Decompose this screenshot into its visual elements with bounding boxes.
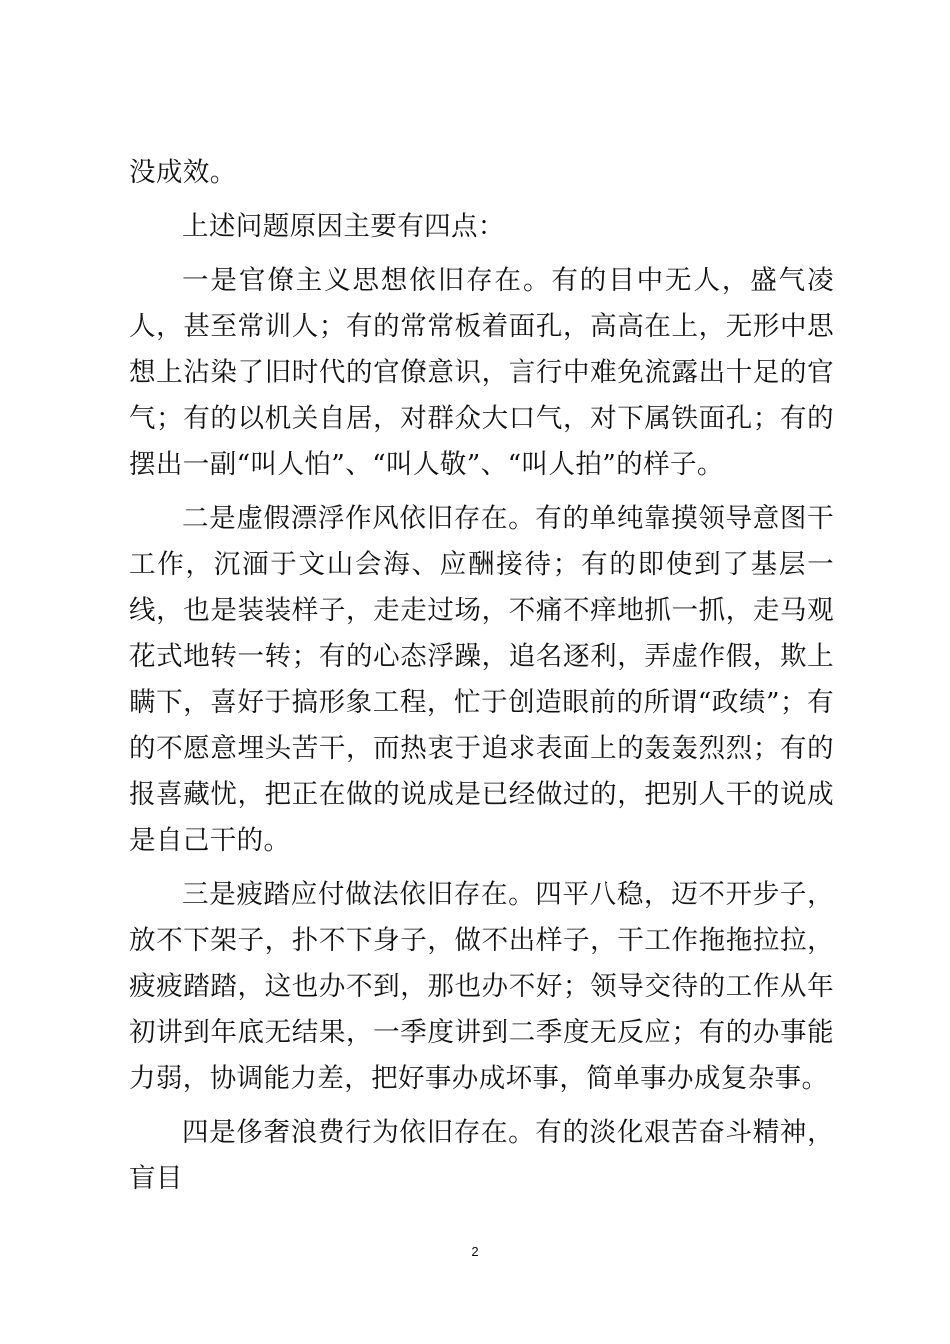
paragraph-false-style: 二是虚假漂浮作风依旧存在。有的单纯靠摸领导意图干工作，沉湎于文山会海、应酬接待；有的即使到了基层一线，也是装装样子，走走过场，不痛不痒地抓一抓，走马观花式地转一转；有的心态浮躁，追名逐利，弄虚作假，欺上瞒下，喜好于搞形象工程，忙于创造眼前的所谓“政绩”；有的不愿意埋头苦干，而热衷于追求表面上的轰轰烈烈；有的报喜藏忧，把正在做的说成是已经做过的，把别人干的说成是自己干的。 [129, 503, 834, 856]
paragraph-continuation: 没成效。 [129, 157, 237, 188]
paragraph-bureaucratism: 一是官僚主义思想依旧存在。有的目中无人，盛气凌人，甚至常训人；有的常常板着面孔，高高在上，无形中思想上沾染了旧时代的官僚意识，言行中难免流露出十足的官气；有的以机关自居，对群众大口气，对下属铁面孔；有的摆出一副“叫人怕”、“叫人敬”、“叫人拍”的样子。 [129, 265, 834, 480]
paragraph-causes-intro: 上述问题原因主要有四点： [182, 211, 505, 242]
paragraph-extravagance: 四是侈奢浪费行为依旧存在。有的淡化艰苦奋斗精神，盲目 [129, 1117, 834, 1194]
paragraph-perfunctory: 三是疲踏应付做法依旧存在。四平八稳，迈不开步子，放不下架子，扑不下身子，做不出样子，干工作拖拖拉拉，疲疲踏踏，这也办不到，那也办不好；领导交待的工作从年初讲到年底无结果，一季度讲到二季度无反应；有的办事能力弱，协调能力差，把好事办成坏事，简单事办成复杂事。 [129, 879, 834, 1094]
page-number: 2 [471, 1244, 479, 1259]
document-body [129, 150, 834, 1202]
